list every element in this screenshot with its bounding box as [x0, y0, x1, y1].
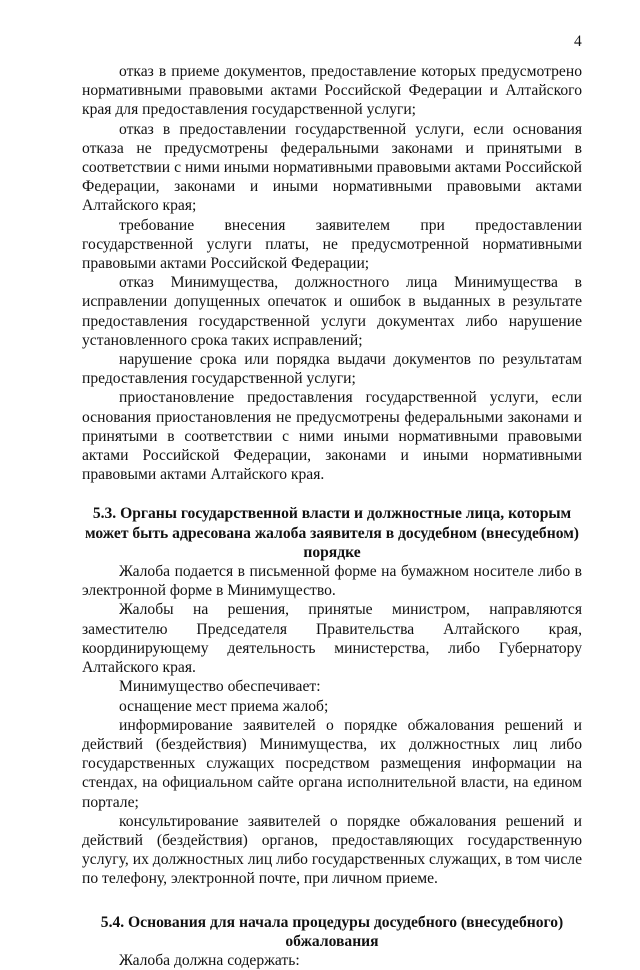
- page-number: 4: [574, 33, 582, 50]
- paragraph: отказ в приеме документов, предоставление которых предусмотрено нормативными правовыми актами Российской Федерации и Алтайского края для предоставления государственной услуги;: [82, 63, 582, 119]
- paragraph: Минимущество обеспечивает:: [119, 678, 321, 696]
- paragraph: отказ в предоставлении государственной услуги, если основания отказа не предусмотрены федеральными законами и принятыми в соответствии с ними иными нормативными правовыми актами Российской Федерации, законами и иными нормативными правовыми актами Алтайского края;: [82, 120, 582, 215]
- paragraph: отказ Минимущества, должностного лица Минимущества в исправлении допущенных опечаток и ошибок в выданных в результате предоставления государственной услуги документах либо нарушение установленного срока таких исправлений;: [82, 274, 582, 349]
- paragraph: Жалоба должна содержать:: [119, 951, 300, 969]
- section-heading-5-3: 5.3. Органы государственной власти и должностные лица, которым может быть адресована жалоба заявителя в досудебном (внесудебном) порядке: [84, 505, 580, 561]
- section-heading-5-4: 5.4. Основания для начала процедуры досудебного (внесудебного) обжалования: [100, 913, 564, 950]
- paragraph: консультирование заявителей о порядке обжалования решений и действий (бездействия) органов, предоставляющих государственную услугу, их должностных лиц либо государственных служащих, в том числе по телефону, электронной почте, при личном приеме.: [82, 812, 582, 888]
- document-body: [82, 62, 582, 970]
- paragraph: нарушение срока или порядка выдачи документов по результатам предоставления государственной услуги;: [82, 351, 582, 388]
- paragraph: информирование заявителей о порядке обжалования решений и действий (бездействия) Минимущества, их должностных лиц либо государственных служащих посредством размещения информации на стендах, на официальном сайте органа исполнительной власти, на едином портале;: [82, 716, 582, 811]
- paragraph: оснащение мест приема жалоб;: [119, 697, 329, 715]
- paragraph: приостановление предоставления государственной услуги, если основания приостановления не предусмотрены федеральными законами и принятыми в соответствии с ними иными нормативными правовыми актами Российской Федерации, законами и иными нормативными правовыми актами Алтайского края.: [82, 389, 582, 484]
- paragraph: Жалоба подается в письменной форме на бумажном носителе либо в электронной форме в Минимущество.: [82, 563, 582, 600]
- paragraph: требование внесения заявителем при предоставлении государственной услуги платы, не предусмотренной нормативными правовыми актами Российской Федерации;: [82, 216, 582, 273]
- paragraph: Жалобы на решения, принятые министром, направляются заместителю Председателя Правительства Алтайского края, координирующему деятельность министерства, либо Губернатору Алтайского края.: [82, 601, 582, 677]
